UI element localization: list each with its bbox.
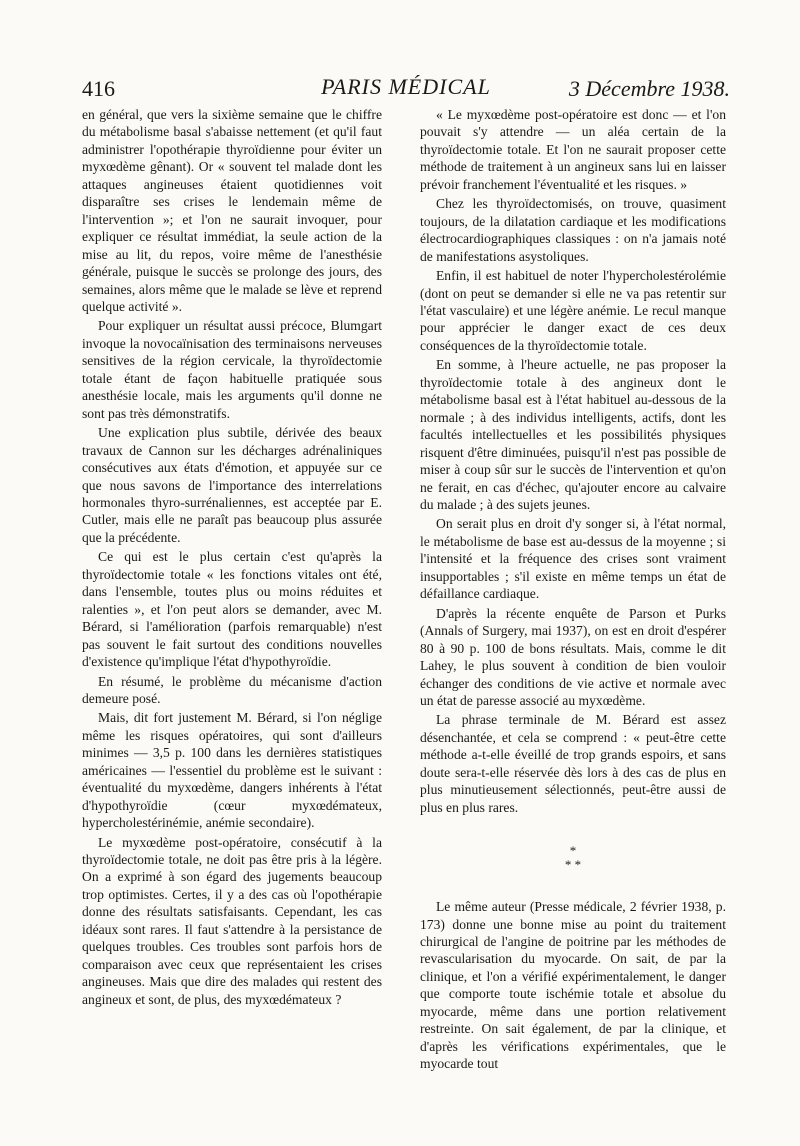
page-header — [82, 72, 730, 108]
paragraph: En résumé, le problème du mécanisme d'action demeure posé. — [82, 673, 382, 706]
right-column — [420, 106, 726, 1073]
asterisk-bottom: * * — [564, 857, 582, 873]
paragraph: Chez les thyroïdectomisés, on trouve, quasiment toujours, de la dilatation cardiaque et les modifications électrocardiographiques classiques : on n'a jamais noté de manifestations asystoliques. — [420, 196, 726, 264]
journal-title: PARIS MÉDICAL — [321, 74, 491, 99]
issue-date: 3 Décembre 1938. — [568, 76, 730, 101]
paragraph: Le même auteur (Presse médicale, 2 février 1938, p. 173) donne une bonne mise au point du traitement chirurgical de l'angine de poitrine par les méthodes de revascularisation du myocarde. On sait, de par la clinique, et l'on a vérifié expérimentalement, le danger que comporte toute ischémie totale et absolue du myocarde, même dans une portion relativement restreinte. On sait également, de par la clinique, et d'après les vérifications expérimentales, que le myocarde tout — [420, 899, 726, 1072]
paragraph: On serait plus en droit d'y songer si, à l'état normal, le métabolisme de base est au-dessus de la moyenne ; si l'intensité et la fréquence des crises sont vraiment insupportables ; s'il existe en même temps un état de défaillance cardiaque. — [420, 516, 726, 602]
paragraph: Mais, dit fort justement M. Bérard, si l'on néglige même les risques opératoires, qui sont d'ailleurs minimes — 3,5 p. 100 dans les dernières statistiques américaines — l'essentiel du problème est le suivant : éventualité du myxœdème, dangers inhérents à l'état d'hypothyroïdie (cœur myxœdémateux, hypercholestérinémie, anémie secondaire). — [82, 710, 382, 831]
paragraph: La phrase terminale de M. Bérard est assez désenchantée, et cela se comprend : « peut-être cette méthode a-t-elle éveillé de trop grands espoirs, et sans doute sera-t-elle réservée dès lors à des cas de plus en plus minutieusement sélectionnés, peut-être aussi de plus en plus rares. — [420, 712, 726, 815]
paragraph: en général, que vers la sixième semaine que le chiffre du métabolisme basal s'abaisse nettement (et qu'il faut administrer l'opothérapie thyroïdienne pour éviter un myxœdème gênant). Or « souvent tel malade dont les attaques angineuses étaient quotidiennes voit disparaître ses crises le lendemain même de l'intervention »; et l'on ne saurait invoquer, pour expliquer ce résultat immédiat, la seule action de la mise au lit, du repos, voire même de l'anesthésie générale, puisque le succès se prolonge des jours, des semaines, alors même que le malade se lève et reprend quelque activité ». — [82, 107, 382, 314]
paragraph: Enfin, il est habituel de noter l'hypercholestérolémie (dont on peut se demander si elle ne va pas retentir sur l'état vasculaire) et une légère anémie. Le recul manque pour apprécier le danger exact de ces deux conséquences de la thyroïdectomie totale. — [420, 268, 726, 353]
paragraph: Pour expliquer un résultat aussi précoce, Blumgart invoque la novocaïnisation des terminaisons nerveuses sensitives de la région cervicale, la thyroïdectomie totale étant de façon habituelle pratiquée sous anesthésie locale, mais les arguments qu'il donne ne sont pas très démonstratifs. — [82, 318, 382, 421]
asterisk-top: * — [569, 843, 577, 859]
section-separator — [420, 844, 726, 872]
paragraph: Ce qui est le plus certain c'est qu'après la thyroïdectomie totale « les fonctions vitales ont été, dans l'ensemble, toutes plus ou moins réduites et ralenties », et l'on peut alors se demander, avec M. Bérard, si l'amélioration (parfois remarquable) n'est pas souvent le fait surtout des conditions nouvelles d'existence qu'implique l'état d'hypothyroïdie. — [82, 549, 382, 670]
paragraph: « Le myxœdème post-opératoire est donc — et l'on pouvait s'y attendre — un aléa certain de la thyroïdectomie totale. Et l'on ne saurait proposer cette méthode de traitement à un angineux sans lui en laisser prévoir franchement l'éventualité et les risques. » — [420, 107, 726, 192]
paragraph: En somme, à l'heure actuelle, ne pas proposer la thyroïdectomie totale à des angineux dont le métabolisme basal est à l'état habituel au-dessous de la normale ; à des individus intelligents, actifs, dont les facultés intellectuelles et les possibilités physiques risquent d'être diminuées, puisqu'il n'est pas possible de miser à coup sûr sur le succès de l'intervention et qu'on ne ferait, en cas d'échec, qu'ajouter encore au calvaire du malade ; à des sujets jeunes. — [420, 357, 726, 512]
left-column — [82, 106, 382, 1008]
paragraph: Le myxœdème post-opératoire, consécutif à la thyroïdectomie totale, ne doit pas être pris à la légère. On a exprimé à son égard des jugements beaucoup trop optimistes. Certes, il y a des cas où l'opothérapie donne des résultats satisfaisants. Cependant, les cas idéaux sont rares. Il faut s'attendre à la persistance de quelques troubles. Ces troubles sont parfois hors de comparaison avec ceux que représentaient les crises angineuses. Mais que dire des malades qui restent des angineux et sont, de plus, des myxœdémateux ? — [82, 834, 382, 1007]
paragraph: D'après la récente enquête de Parson et Purks (Annals of Surgery, mai 1937), on est en droit d'espérer 80 à 90 p. 100 de bons résultats. Mais, comme le dit Lahey, le plus souvent à condition de bien vouloir échanger des conditions de vie active et normale avec un état de paresse associé au myxœdème. — [420, 605, 726, 708]
paragraph: Une explication plus subtile, dérivée des beaux travaux de Cannon sur les décharges adrénaliniques consécutives aux états d'émotion, et appuyée sur ce que nous savons de l'importance des interrelations hormonales thyro-surrénaliennes, est acceptée par E. Cutler, mais elle ne paraît pas beaucoup plus assurée que la précédente. — [82, 425, 382, 545]
page-number: 416 — [82, 76, 115, 101]
